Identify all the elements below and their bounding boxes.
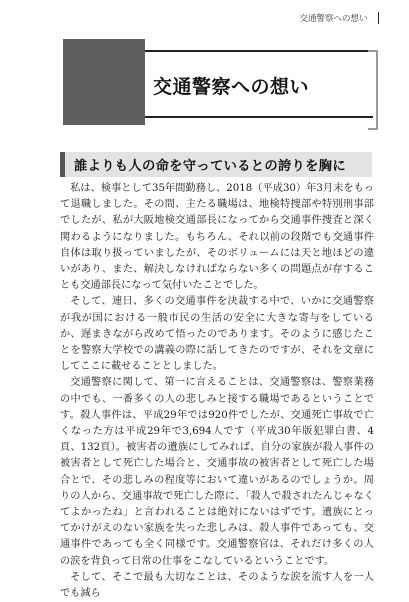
running-head-text: 交通警察への想い [299,14,368,24]
chapter-rule-top [145,50,373,52]
chapter-rule-bottom [145,116,373,118]
paragraph: そして、そこで最も大切なことは、そのような涙を流す人を一人でも減ら [60,571,374,600]
section-heading [60,152,372,177]
paragraph: 交通警察に関して、第一に言えることは、交通警察は、警察業務の中でも、一番多くの人の悲しみと接する職場であるということです。殺人事件は、平成29年では920件でしたが、交通死亡事故で亡くなった方は平成29年で3,694人です（平成30年版犯罪白書、4頁、132頁）。被害者の遺族にしてみれば、自分の家族が殺人事件の被害者として死亡した場合と、交通事故の被害者として死亡した場合とで、その悲しみの程度等において違いがあるのでしょうか。周りの人から、交通事故で死亡した際に、「殺人で殺されたんじゃなくてよかったね」と言われることは絶対にないはずです。遺族にとってかけがえのない家族を失った悲しみは、殺人事件であっても、交通事件であっても全く同様です。交通警察官は、それだけ多くの人の涙を背負って日常の仕事をこなしているということです。 [60,377,374,567]
body-text [60,181,374,602]
chapter-bracket [368,50,378,130]
paragraph: そして、連日、多くの交通事件を決裁する中で、いかに交通警察が我が国における一般市民の生活の安全に大きな寄与をしているか、遅まきながら改めて悟ったのであります。そのように感じたことを警察大学校での講義の際に話してきたのですが、それを文章にしてここに載せることとしました。 [60,296,374,373]
section-heading-bar [60,152,65,177]
chapter-gray-box [63,39,145,125]
section-heading-text: 誰よりも人の命を守っているとの誇りを胸に [74,159,346,174]
paragraph: 私は、検事として35年間勤務し、2018（平成30）年3月末をもって退職しました。その間、主たる職場は、地検特捜部や特別刑事部でしたが、私が大阪地検交通部長になってから交通事件捜査と深く関わるようになりました。もちろん、それ以前の段階でも交通事件自体は取り扱っていましたが、そのボリュームには天と地ほどの違いがあり、また、解決しなければならない多くの問題点が存することも交通部長になって気付いたことでした。 [60,183,374,292]
running-head [299,12,379,24]
chapter-title: 交通警察への想い [153,76,310,98]
running-head-rule [378,12,380,24]
